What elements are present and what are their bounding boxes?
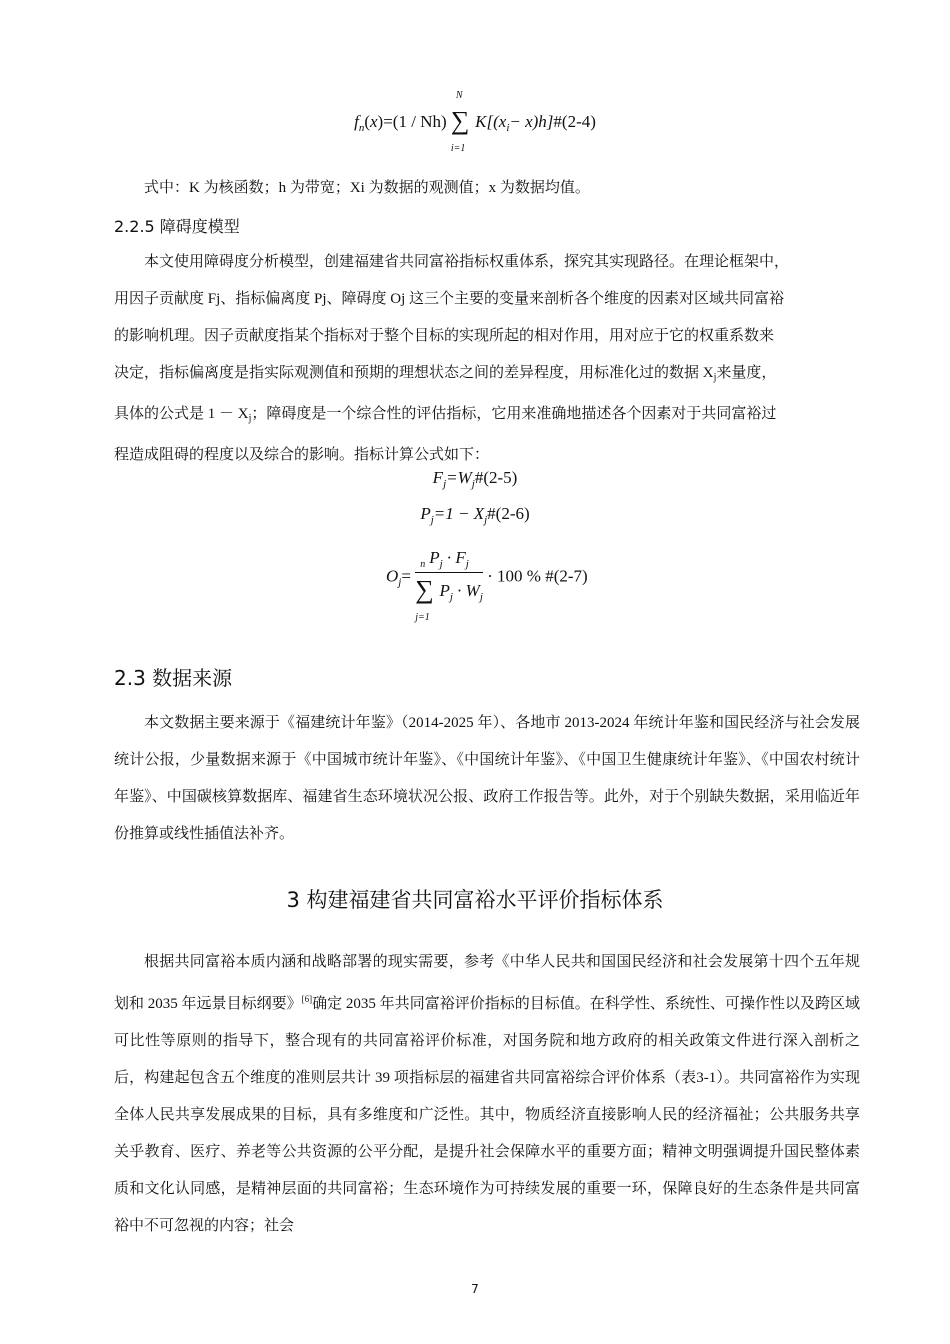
formula-sub: j — [471, 478, 475, 490]
formula-body: K[(x — [475, 111, 507, 131]
num-f: · F — [442, 548, 466, 567]
formula-tag: #(2-6) — [487, 504, 530, 523]
para-text: 根据共同富裕本质内涵和战略部署的现实需要，参考《中华人民共和国国民经济和社会发展第十四个五年规划和 2035 年远景目标纲要》 — [114, 954, 860, 1012]
subscript: j — [248, 413, 252, 424]
formula-tag: #(2-4) — [553, 111, 596, 131]
sum-upper-limit: N — [455, 90, 463, 101]
para-text: 确定 2035 年共同富裕评价指标的目标值。在科学性、系统性、可操作性以及跨区域可比性等原则的指导下，整合现有的共同富裕评价标准，对国务院和地方政府的相关政策文件进行深入剖析之后，构建起包含五个维度的准则层共计 39 项指标层的福建省共同富裕综合评价体系（表3-1）。共同富裕作为实现全体人民共享发展成果的目标，具有多维度和广泛性。其中，物质经济直接影响人民的经济福祉；公共服务共享关乎教育、医疗、养老等公共资源的公平分配，是提升社会保障水平的重要方面；精神文明强调提升国民整体素质和文化认同感，是精神层面的共同富裕；生态环境作为可持续发展的重要一环，保障良好的生态条件是共同富裕中不可忽视的内容；社会 — [114, 996, 860, 1234]
section-heading-2-3: 2.3 数据来源 — [114, 666, 233, 690]
den-sub: j — [449, 590, 453, 603]
formula-tag: #(2-5) — [474, 468, 518, 487]
num-sub: j — [439, 558, 443, 570]
formula-2-7: $O_j=$ $P_j \cdot F_j$ n ∑ j=1 $P_j \cdot W_j$ · 100 % #(2-7) — [386, 548, 588, 623]
para-line — [114, 355, 860, 396]
para-line — [114, 396, 860, 437]
den-sub: j — [479, 590, 483, 603]
den-w: · W — [452, 580, 480, 600]
sum-lower-limit: j=1 — [415, 612, 430, 623]
formula-2-4: $f_n(x)=(1 / Nh)$ N ∑ i=1 $K[(x_i-$ x)h]#(2-4) — [354, 90, 596, 154]
formula-factor: =(1 / Nh) — [383, 111, 447, 131]
sum-upper-limit: n — [420, 559, 426, 570]
formula-sub: j — [430, 514, 434, 526]
para-text: 决定，指标偏离度是指实际观测值和预期的理想状态之间的差异程度，用标准化过的数据 X — [114, 365, 714, 381]
fraction-denominator — [415, 559, 483, 623]
citation: [6] — [301, 994, 313, 1004]
section-paragraph-2-2-5 — [114, 244, 860, 474]
formula-sub: n — [358, 121, 365, 134]
den-p: P — [439, 580, 450, 600]
formula-sub: j — [398, 576, 402, 589]
subscript: j — [713, 372, 717, 383]
para-line: 用因子贡献度 Fj、指标偏离度 Pj、障碍度 Oj 这三个主要的变量来剖析各个维度的因素对区域共同富裕 — [114, 291, 785, 307]
formula-lhs: F — [432, 468, 444, 487]
formula-sub: j — [443, 478, 447, 490]
formula-2-6 — [0, 504, 950, 526]
formula-body-rest: − x)h] — [509, 111, 554, 131]
formula-rhs: =1 − X — [433, 504, 485, 523]
num-sub: j — [465, 558, 469, 570]
summation-symbol: N ∑ i=1 — [450, 90, 470, 154]
section-paragraph-2-3: 本文数据主要来源于《福建统计年鉴》（2014-2025 年）、各地市 2013-2024 年统计年鉴和国民经济与社会发展统计公报，少量数据来源于《中国城市统计年鉴》、《中国统计年鉴》、《中国卫生健康统计年鉴》、《中国农村统计年鉴》、中国碳核算数据库、福建省生态环境状况公报、政府工作报告等。此外，对于个别缺失数据，采用临近年份推算或线性插值法补齐。 — [114, 715, 860, 842]
formula-rhs: =W — [446, 468, 472, 487]
fraction-numerator — [415, 548, 483, 573]
para-text: ；障碍度是一个综合性的评估指标，它用来准确地描述各个因素对于共同富裕过 — [251, 406, 777, 422]
num-p: P — [429, 548, 440, 567]
fraction — [415, 548, 483, 623]
formula-lhs: O — [386, 566, 399, 586]
formula-arg: x — [370, 111, 378, 131]
para-line: 本文使用障碍度分析模型，创建福建省共同富裕指标权重体系，探究其实现路径。在理论框架中， — [144, 254, 790, 270]
section-heading-2-2-5: 2.2.5 障碍度模型 — [114, 217, 240, 236]
page-number: 7 — [471, 1282, 479, 1296]
formula-rest: · 100 % #(2-7) — [487, 566, 588, 586]
chapter-heading-3: 3 构建福建省共同富裕水平评价指标体系 — [286, 888, 664, 912]
para-line: 的影响机理。因子贡献度指某个指标对于整个目标的实现所起的相对作用，用对应于它的权重系数来 — [114, 328, 775, 344]
summation-symbol: n ∑ j=1 — [415, 559, 434, 623]
para-text: 具体的公式是 1 － X — [114, 406, 249, 422]
para-line: 程造成阻碍的程度以及综合的影响。指标计算公式如下： — [114, 447, 490, 463]
sum-lower-limit: i=1 — [450, 143, 466, 154]
formula-note: 式中：K 为核函数；h 为带宽；Xi 为数据的观测值；x 为数据均值。 — [144, 180, 590, 196]
formula-2-5 — [0, 468, 950, 490]
formula-body-sub: i — [506, 121, 510, 134]
formula-lhs: f — [354, 111, 359, 131]
para-text: 来量度， — [716, 365, 777, 381]
formula-sub: j — [484, 514, 488, 526]
chapter-paragraph-3 — [114, 944, 860, 1245]
formula-lhs: P — [420, 504, 431, 523]
